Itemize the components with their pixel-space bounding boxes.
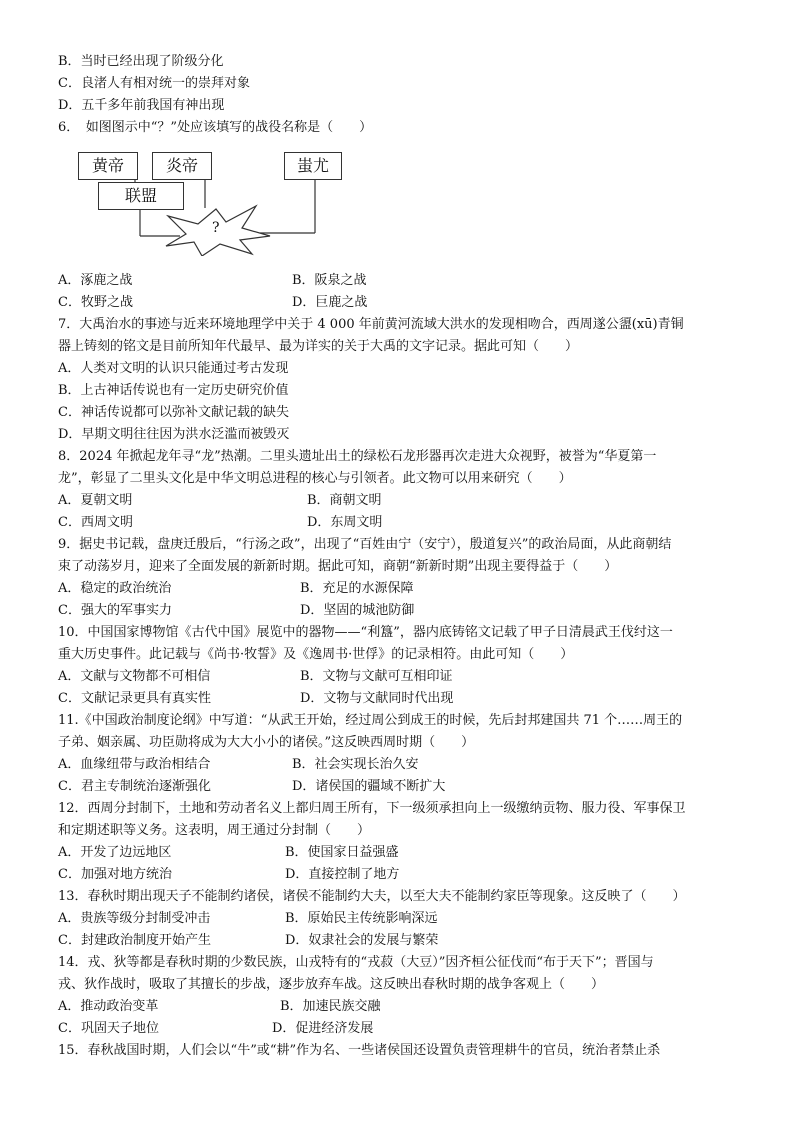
q9-option-a: A．稳定的政治统治 xyxy=(58,581,172,596)
q12-option-d: D．直接控制了地方 xyxy=(285,867,400,882)
q14-stem-line2: 戎、狄作战时，吸取了其擅长的步战，逐步放弃车战。这反映出春秋时期的战争客观上（ ） xyxy=(58,977,605,992)
q14-option-b: B．加速民族交融 xyxy=(280,999,381,1014)
q7-option-b: B．上古神话传说也有一定历史研究价值 xyxy=(58,383,289,398)
q5-option-d: D．五千多年前我国有神出现 xyxy=(58,98,225,113)
q8-stem-line1: 8．2024 年掀起龙年寻“龙”热潮。二里头遗址出土的绿松石龙形器再次走进大众视野，被誉为“华夏第一 xyxy=(58,449,657,464)
q11-option-a: A．血缘纽带与政治相结合 xyxy=(58,757,211,772)
q14-option-c: C．巩固天子地位 xyxy=(58,1021,159,1036)
q12-option-c: C．加强对地方统治 xyxy=(58,867,172,882)
q8-option-a: A．夏朝文明 xyxy=(58,493,133,508)
q11-option-d: D．诸侯国的疆域不断扩大 xyxy=(292,779,446,794)
q8-stem-line2: 龙”，彰显了二里头文化是中华文明总进程的核心与引领者。此文物可以用来研究（ ） xyxy=(58,471,572,486)
q14-option-a: A．推动政治变革 xyxy=(58,999,159,1014)
q12-option-b: B．使国家日益强盛 xyxy=(285,845,399,860)
q11-stem-line2: 子弟、姻亲属、功臣勋将成为大大小小的诸侯。”这反映西周时期（ ） xyxy=(58,735,475,750)
q12-stem-line2: 和定期述职等义务。这表明，周王通过分封制（ ） xyxy=(58,823,371,838)
q9-option-d: D．坚固的城池防御 xyxy=(300,603,415,618)
q5-option-b: B．当时已经出现了阶级分化 xyxy=(58,54,224,69)
q13-option-d: D．奴隶社会的发展与繁荣 xyxy=(285,933,439,948)
q10-option-c: C．文献记录更具有真实性 xyxy=(58,691,211,706)
q11-option-c: C．君主专制统治逐渐强化 xyxy=(58,779,211,794)
q11-stem-line1: 11.《中国政治制度论纲》中写道：“从武王开始，经过周公到成王的时候，先后封邦建国共 71 个……周王的 xyxy=(58,713,683,728)
q6-option-b: B．阪泉之战 xyxy=(292,273,367,288)
q13-stem-line1: 13．春秋时期出现天子不能制约诸侯，诸侯不能制约大夫，以至大夫不能制约家臣等现象。这反映了（ ） xyxy=(58,889,686,904)
q9-stem-line1: 9．据史书记载，盘庚迁殷后，“行汤之政”，出现了“百姓由宁（安宁），殷道复兴”的政治局面，从此商朝结 xyxy=(58,537,672,552)
q6-option-a: A．涿鹿之战 xyxy=(58,273,133,288)
q8-option-c: C．西周文明 xyxy=(58,515,133,530)
q10-stem-line2: 重大历史事件。此记载与《尚书·牧誓》及《逸周书·世俘》的记录相符。由此可知（ ） xyxy=(58,647,574,662)
q12-option-a: A．开发了边远地区 xyxy=(58,845,172,860)
huangdi-box: 黄帝 xyxy=(78,152,138,180)
q9-stem-line2: 束了动荡岁月，迎来了全面发展的新新时期。据此可知，商朝“新新时期”出现主要得益于（ ） xyxy=(58,559,618,574)
q9-option-c: C．强大的军事实力 xyxy=(58,603,172,618)
q13-option-a: A．贵族等级分封制受冲击 xyxy=(58,911,211,926)
q12-stem-line1: 12．西周分封制下，土地和劳动者名义上都归周王所有，下一级须承担向上一级缴纳贡物、服力役、军事保卫 xyxy=(58,801,686,816)
q13-option-c: C．封建政治制度开始产生 xyxy=(58,933,211,948)
q10-option-b: B．文物与文献可互相印证 xyxy=(300,669,453,684)
q6-option-c: C．牧野之战 xyxy=(58,295,133,310)
q7-stem-line1: 7．大禹治水的事迹与近来环境地理学中关于 4 000 年前黄河流域大洪水的发现相吻合，西周遂公盨(xū)青铜 xyxy=(58,317,684,332)
yandi-box: 炎帝 xyxy=(152,152,212,180)
q7-option-d: D．早期文明往往因为洪水泛滥而被毁灭 xyxy=(58,427,290,442)
q7-stem-line2: 器上铸刻的铭文是目前所知年代最早、最为详实的关于大禹的文字记录。据此可知（ ） xyxy=(58,339,579,354)
question-mark: ? xyxy=(212,220,220,236)
lianmeng-box: 联盟 xyxy=(98,182,184,210)
q8-option-b: B．商朝文明 xyxy=(307,493,382,508)
q10-stem-line1: 10．中国国家博物馆《古代中国》展览中的器物——“利簋”，器内底铸铭文记载了甲子日清晨武王伐纣这一 xyxy=(58,625,673,640)
q11-option-b: B．社会实现长治久安 xyxy=(292,757,419,772)
q8-option-d: D．东周文明 xyxy=(307,515,383,530)
q14-option-d: D．促进经济发展 xyxy=(272,1021,374,1036)
q10-option-d: D．文物与文献同时代出现 xyxy=(300,691,454,706)
q6-diagram xyxy=(70,146,340,256)
q14-stem-line1: 14．戎、狄等都是春秋时期的少数民族，山戎特有的“戎菽（大豆）”因齐桓公征伐而“布于天下”；晋国与 xyxy=(58,955,654,970)
chiyou-box: 蚩尤 xyxy=(284,152,342,180)
q10-option-a: A．文献与文物都不可相信 xyxy=(58,669,211,684)
q9-option-b: B．充足的水源保障 xyxy=(300,581,414,596)
q7-option-c: C．神话传说都可以弥补文献记载的缺失 xyxy=(58,405,289,420)
q7-option-a: A．人类对文明的认识只能通过考古发现 xyxy=(58,361,289,376)
q6-stem: 6． 如图图示中“？”处应该填写的战役名称是（ ） xyxy=(58,120,373,135)
q13-option-b: B．原始民主传统影响深远 xyxy=(285,911,438,926)
q6-option-d: D．巨鹿之战 xyxy=(292,295,368,310)
q5-option-c: C．良渚人有相对统一的崇拜对象 xyxy=(58,76,250,91)
q15-stem-line1: 15．春秋战国时期，人们会以“牛”或“耕”作为名、一些诸侯国还设置负责管理耕牛的官员，统治者禁止杀 xyxy=(58,1043,661,1058)
